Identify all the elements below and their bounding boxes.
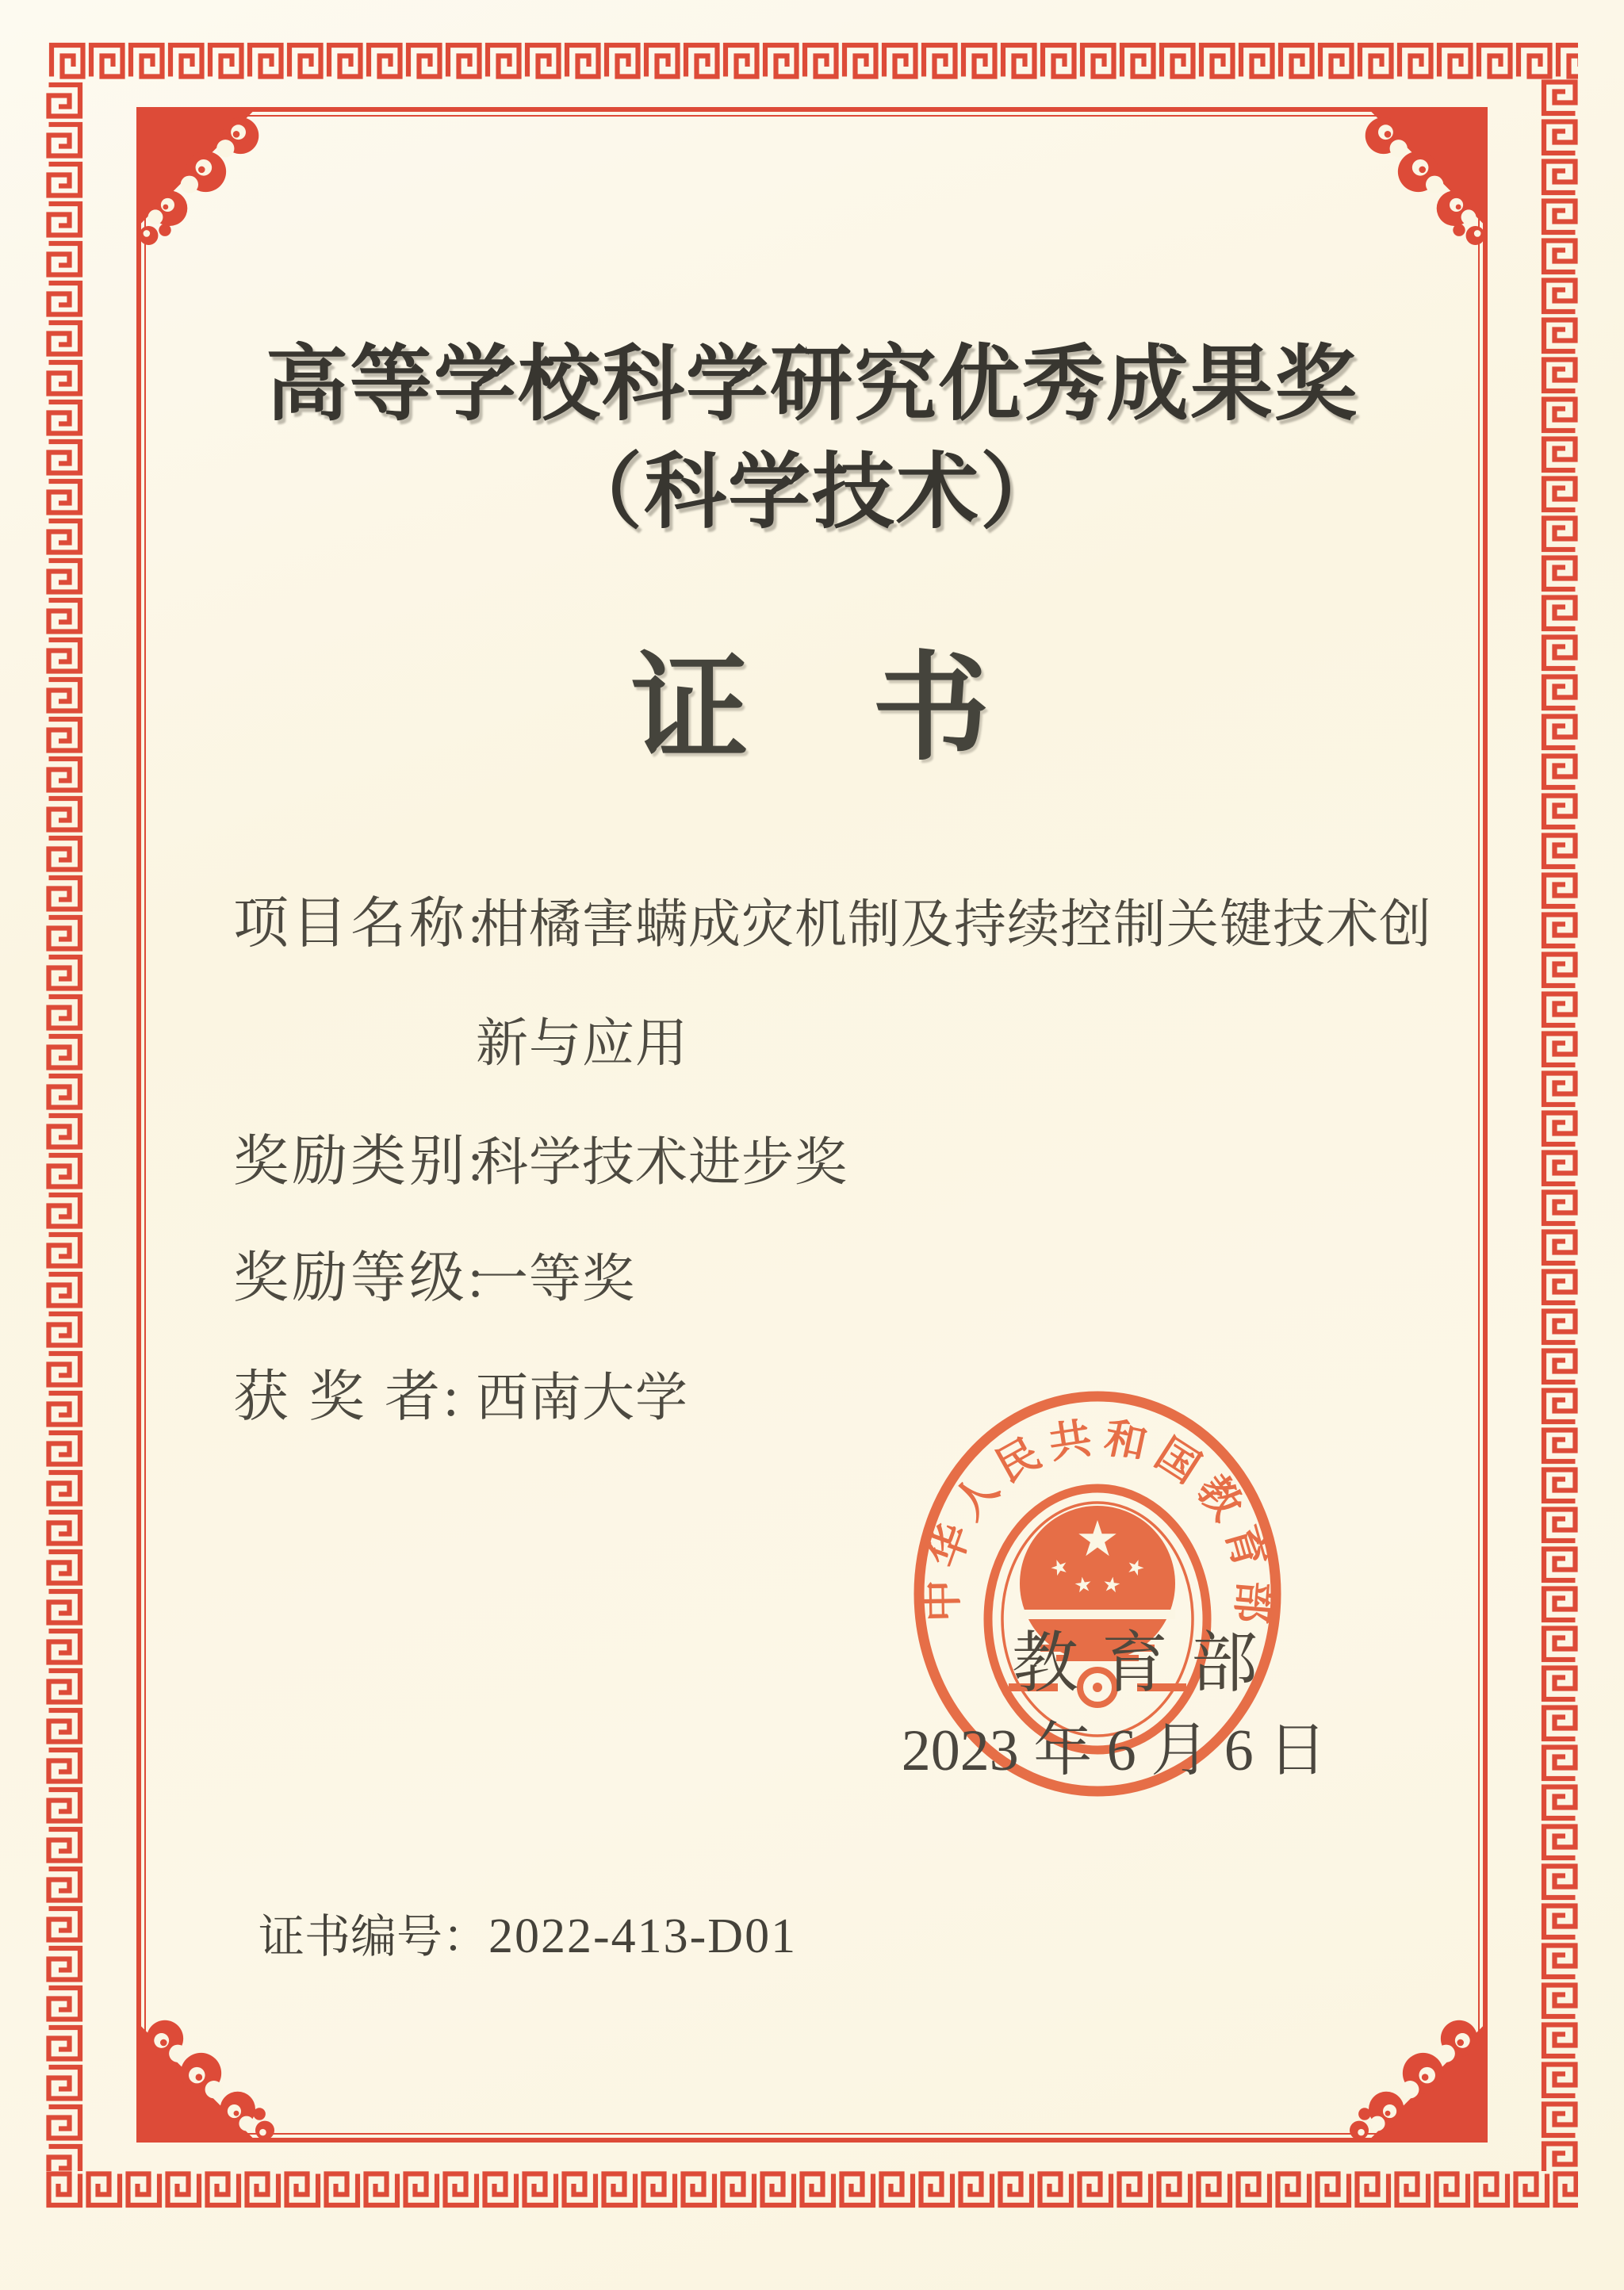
certificate-number-label: 证书编号： — [259, 1911, 489, 1963]
award-winner-label: 获 奖 者: — [233, 1367, 462, 1428]
project-name-value-line1: 柑橘害螨成灾机制及持续控制关键技术创 — [476, 896, 1432, 954]
seal-ring-text: 中华人民共和国教育部 — [919, 1414, 1277, 1633]
cloud-corner-ornament-bottom-left — [136, 2000, 279, 2143]
award-title-line1: 高等学校科学研究优秀成果奖 — [265, 339, 1358, 431]
cloud-corner-ornament-bottom-right — [1345, 2000, 1488, 2143]
award-grade-label: 奖励等级: — [233, 1248, 487, 1309]
award-winner-value: 西南大学 — [476, 1369, 688, 1427]
cloud-corner-ornament-top-right — [1345, 107, 1488, 250]
project-name-label: 项目名称: — [233, 894, 487, 955]
issuer-name: 教 育 部 — [1011, 1627, 1261, 1701]
award-title-line2: （科学技术） — [559, 447, 1064, 538]
cloud-corner-ornament-top-left — [136, 107, 279, 250]
award-category-label: 奖励类别: — [233, 1132, 487, 1193]
meander-border-top — [46, 40, 1578, 79]
project-name-value-line2: 新与应用 — [476, 1015, 688, 1073]
certificate-number-row — [259, 1899, 797, 1966]
document-type-title: 证 书 — [631, 645, 993, 775]
award-grade-value: 一等奖 — [476, 1250, 635, 1308]
meander-border-bottom — [46, 2171, 1578, 2211]
certificate-number-value: 2022-413-D01 — [488, 1909, 798, 1963]
issue-date: 2023 年 6 月 6 日 — [901, 1718, 1327, 1783]
award-category-value: 科学技术进步奖 — [476, 1134, 848, 1192]
